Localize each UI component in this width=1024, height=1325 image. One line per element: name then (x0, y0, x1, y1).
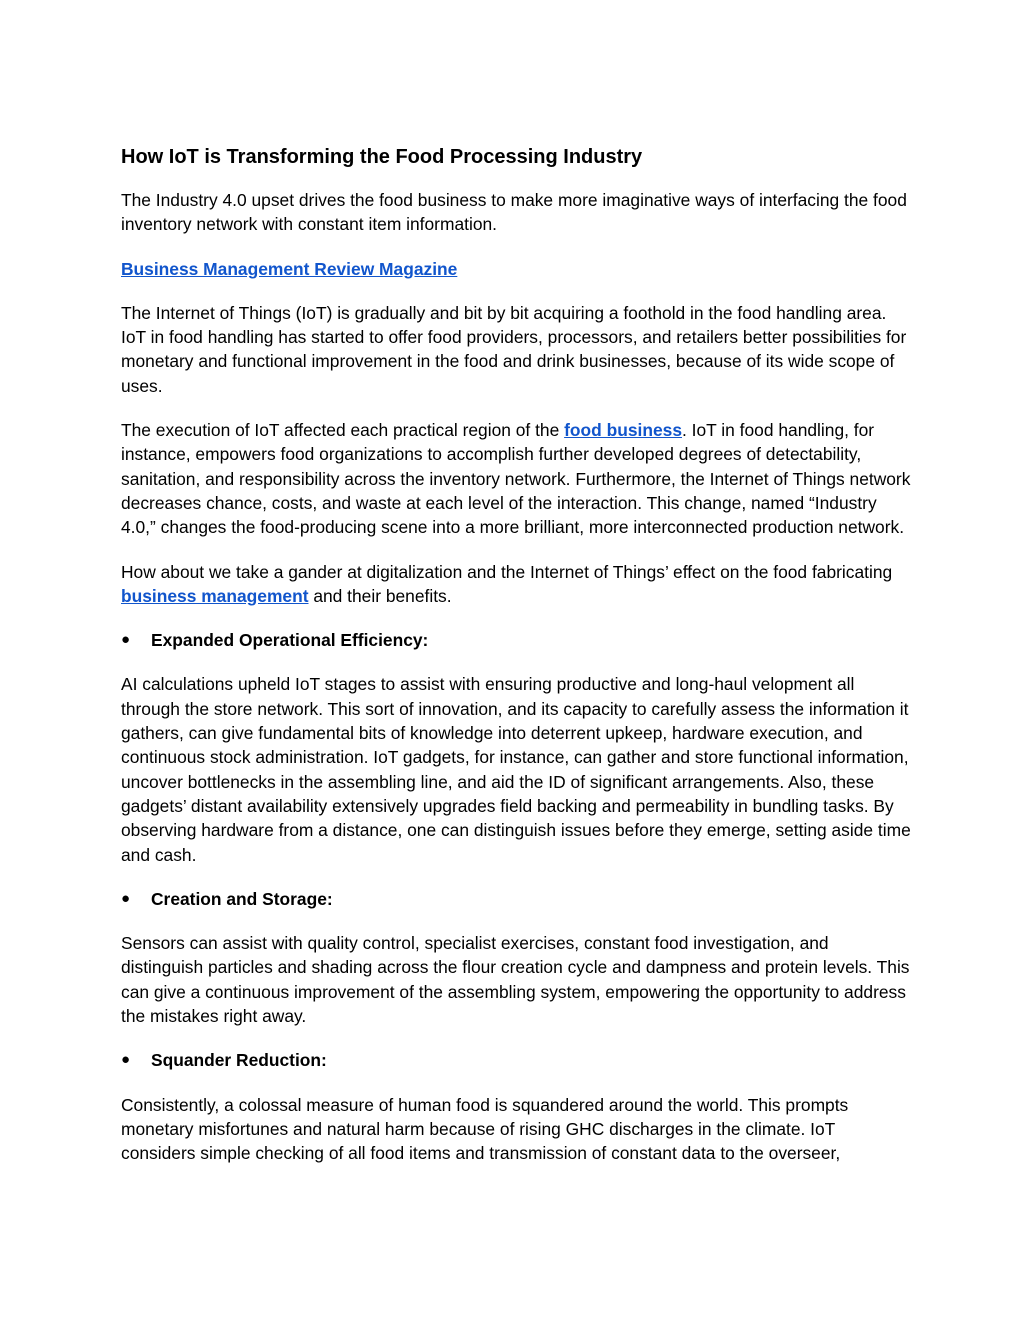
source-paragraph (121, 257, 911, 281)
document-title: How IoT is Transforming the Food Processing Industry (121, 146, 643, 168)
paragraph-text: How about we take a gander at digitalization and the Internet of Things’ effect on the food fabricating (121, 561, 893, 582)
business-management-link[interactable]: business management (121, 585, 309, 606)
source-link[interactable]: Business Management Review Magazine (121, 258, 458, 279)
paragraph-text: and their benefits. (308, 585, 452, 606)
paragraph-waste: Consistently, a colossal measure of human food is squandered around the world. This prompts monetary misfortunes and natural harm because of rising GHC discharges in the climate. IoT considers simple checking of all food items and transmission of constant data to the overseer, (121, 1094, 849, 1164)
intro-paragraph: The Industry 4.0 upset drives the food business to make more imaginative ways of interfacing the food inventory network with constant item information. (121, 190, 907, 235)
food-business-link[interactable]: food business (564, 420, 682, 441)
bullet-heading-storage (121, 887, 911, 911)
paragraph-digitalization (121, 560, 911, 609)
document-page (121, 140, 911, 1186)
paragraph-storage: Sensors can assist with quality control, specialist exercises, constant food investigation, and distinguish particles and shading across the flour creation cycle and dampness and protein levels. This can give a continuous improvement of the assembling system, empowering the opportunity to address the mistakes right away. (121, 933, 910, 1027)
bullet-heading-text: Expanded Operational Efficiency: (151, 630, 429, 651)
bullet-heading-efficiency (121, 628, 911, 652)
bullet-icon: ● (121, 631, 131, 649)
bullet-icon: ● (121, 1051, 131, 1069)
paragraph-iot-foothold: The Internet of Things (IoT) is gradually and bit by bit acquiring a foothold in the food handling area. IoT in food handling has started to offer food providers, processors, and retailers better possibilities for monetary and functional improvement in the food and drink businesses, because of its wide scope of uses. (121, 302, 907, 396)
paragraph-iot-execution (121, 418, 911, 539)
bullet-icon: ● (121, 889, 131, 907)
paragraph-text: . IoT in food handling, for instance, empowers food organizations to accomplish further developed degrees of detectability, sanitation, and responsibility across the inventory network. Furthermore, the Internet of Things network decreases chance, costs, and waste at each level of the interaction. This change, named “Industry 4.0,” changes the food-producing scene into a more brilliant, more interconnected production network. (121, 420, 911, 538)
bullet-heading-text: Creation and Storage: (151, 888, 333, 909)
bullet-heading-text: Squander Reduction: (151, 1050, 327, 1071)
bullet-heading-waste (121, 1048, 911, 1072)
paragraph-text: The execution of IoT affected each practical region of the (121, 420, 565, 441)
paragraph-efficiency: AI calculations upheld IoT stages to assist with ensuring productive and long-haul velopment all through the store network. This sort of innovation, and its capacity to carefully assess the information it gathers, can give fundamental bits of knowledge into deterrent upkeep, hardware execution, and continuous stock administration. IoT gadgets, for instance, can gather and store functional information, uncover bottlenecks in the assembling line, and aid the ID of significant arrangements. Also, these gadgets’ distant availability extensively upgrades field backing and permeability in bundling tasks. By observing hardware from a distance, one can distinguish issues before they emerge, setting aside time and cash. (121, 674, 911, 865)
